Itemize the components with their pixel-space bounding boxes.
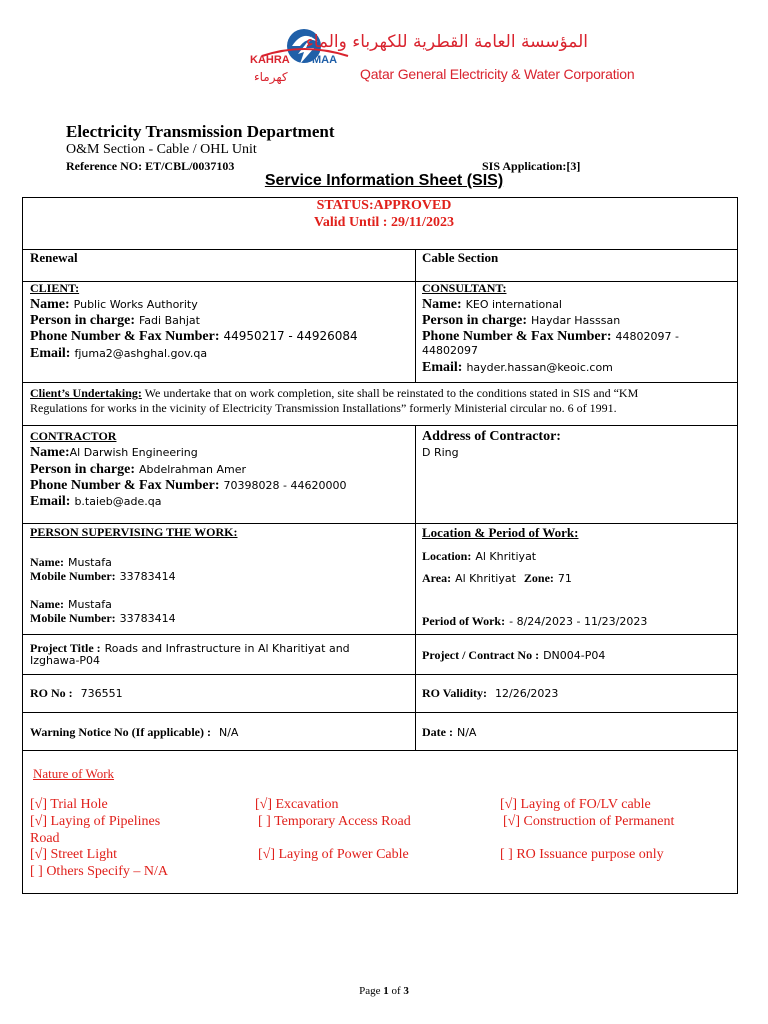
page-number: Page 1 of 3 [359,985,409,997]
consultant-phone-cont: 44802097 [422,344,478,357]
work-item-trial-hole: [√] Trial Hole [30,797,108,812]
contractor-address: D Ring [422,446,459,459]
work-item-others: [ ] Others Specify – N/A [30,864,169,879]
work-item-excavation: [√] Excavation [255,797,339,812]
logo-english-name: Qatar General Electricity & Water Corporation [360,66,635,82]
work-item-street-light: [√] Street Light [30,847,117,862]
contractor-address-label: Address of Contractor: [422,429,561,444]
client-name: Name: Public Works Authority [30,297,198,312]
column-divider [415,249,416,382]
client-phone: Phone Number & Fax Number: 44950217 - 44926084 [30,329,358,344]
project-title: Project Title : Roads and Infrastructure in Al Kharitiyat and [30,641,350,655]
divider [22,634,738,635]
undertaking-line-1: Client’s Undertaking: We undertake that on work completion, site shall be reinstated to the conditions stated in SIS and “KM [30,386,639,400]
location-value: Location: Al Khritiyat [422,549,537,563]
work-item-pipelines: [√] Laying of Pipelines [30,814,161,829]
client-heading: CLIENT: [30,281,80,295]
divider [22,674,738,675]
period-of-work: Period of Work: - 8/24/2023 - 11/23/2023 [422,614,648,628]
consultant-person: Person in charge: Haydar Hasssan [422,313,621,328]
consultant-phone: Phone Number & Fax Number: 44802097 - [422,329,679,344]
column-divider [415,425,416,750]
warning-date: Date : N/A [422,725,477,739]
contract-number: Project / Contract No : DN004-P04 [422,648,606,662]
sis-application: SIS Application:[3] [482,159,581,173]
supervisor-mobile-2: Mobile Number: 33783414 [30,611,176,625]
logo-arabic-name: المؤسسة العامة القطرية للكهرباء والماء [305,32,588,52]
warning-notice: Warning Notice No (If applicable) : N/A [30,725,239,739]
client-person: Person in charge: Fadi Bahjat [30,313,200,328]
divider [22,382,738,383]
work-item-temporary-access-road: [ ] Temporary Access Road [258,814,411,829]
divider [22,523,738,524]
project-title-cont: Izghawa-P04 [30,654,101,667]
sheet-title: Service Information Sheet (SIS) [264,172,504,189]
divider [22,425,738,426]
contractor-email: Email: b.taieb@ade.qa [30,494,162,509]
logo-maa-text: MAA [312,54,338,66]
contractor-heading: CONTRACTOR [30,429,117,443]
contractor-phone: Phone Number & Fax Number: 70398028 - 44620000 [30,478,347,493]
consultant-name: Name: KEO international [422,297,562,312]
supervisor-name-1: Name: Mustafa [30,555,112,569]
supervisor-mobile-1: Mobile Number: 33783414 [30,569,176,583]
status-text: STATUS:APPROVED [316,198,452,213]
undertaking-line-2: Regulations for works in the vicinity of Electricity Transmission Installations” formerly Ministerial circular no. 6 of 1991. [30,401,617,415]
nature-of-work-heading: Nature of Work [33,766,115,781]
work-item-permanent-road-cont: Road [30,831,60,846]
work-item-power-cable: [√] Laying of Power Cable [258,847,409,862]
area-zone: Area: Al Khritiyat Zone: 71 [422,571,572,585]
contractor-person: Person in charge: Abdelrahman Amer [30,462,246,477]
ro-number: RO No : 736551 [30,686,123,700]
corporation-logo [248,24,635,94]
logo-arabic-small: كهرماء [254,70,288,84]
contractor-name: Name:Al Darwish Engineering [30,445,198,460]
divider [22,249,738,250]
divider [22,750,738,751]
department-title: Electricity Transmission Department [66,122,335,141]
divider [22,712,738,713]
sis-type: Renewal [30,250,78,265]
location-heading: Location & Period of Work: [422,525,579,540]
section-subtitle: O&M Section - Cable / OHL Unit [66,142,257,157]
work-item-fo-lv-cable: [√] Laying of FO/LV cable [500,797,651,812]
valid-until: Valid Until : 29/11/2023 [314,215,454,230]
divider [22,281,738,282]
work-item-permanent-road: [√] Construction of Permanent [503,814,675,829]
client-email: Email: fjuma2@ashghal.gov.qa [30,346,208,361]
logo-kahra-text: KAHRA [250,54,290,66]
reference-number: Reference NO: ET/CBL/0037103 [66,159,235,173]
sis-section: Cable Section [422,250,499,265]
ro-validity: RO Validity: 12/26/2023 [422,686,559,700]
work-item-ro-issuance: [ ] RO Issuance purpose only [500,847,664,862]
consultant-heading: CONSULTANT: [422,281,507,295]
supervisor-name-2: Name: Mustafa [30,597,112,611]
consultant-email: Email: hayder.hassan@keoic.com [422,360,613,375]
supervisor-heading: PERSON SUPERVISING THE WORK: [30,525,238,539]
